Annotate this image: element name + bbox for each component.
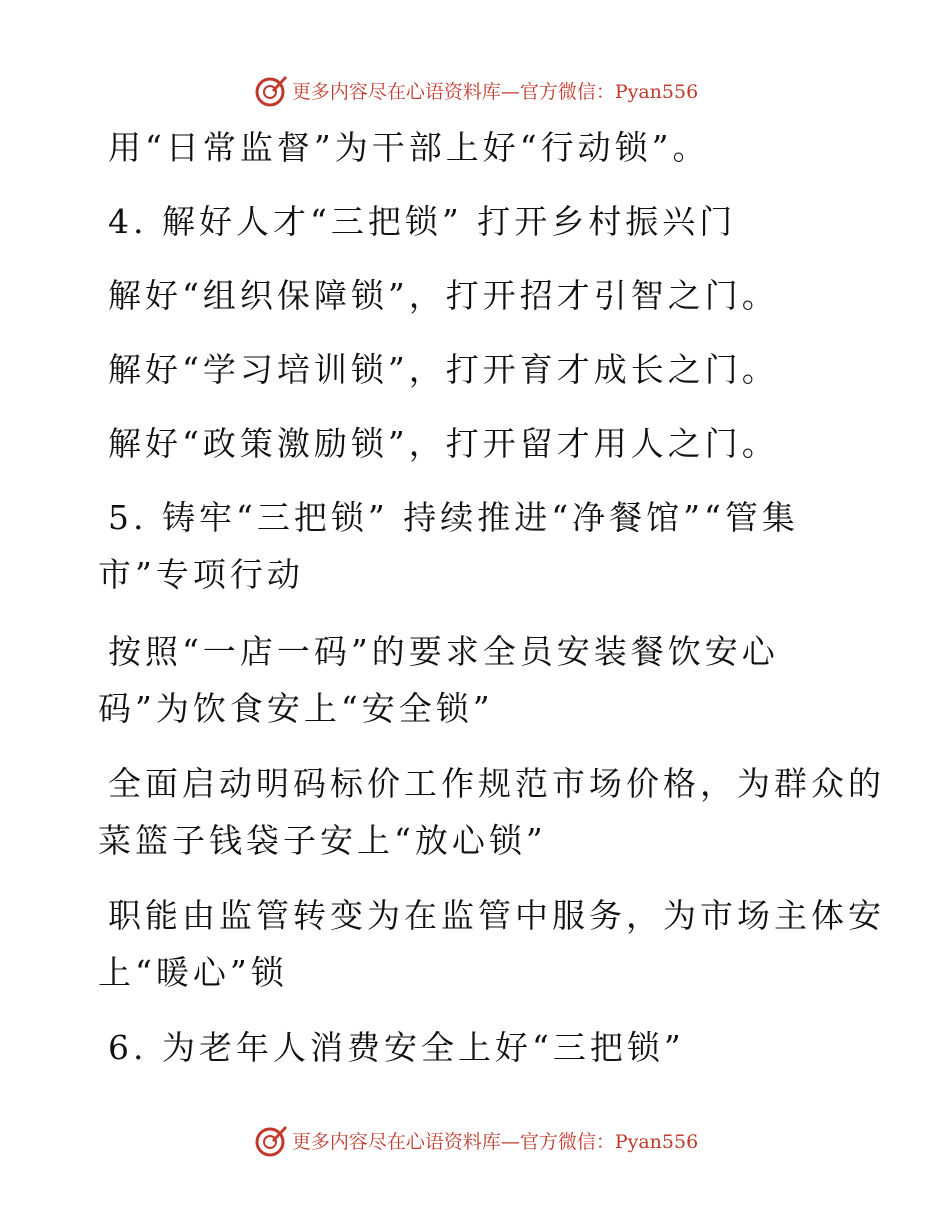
- text-line: 解好“学习培训锁”，打开育才成长之门。: [108, 350, 779, 389]
- text-line: 用“日常监督”为干部上好“行动锁”。: [108, 128, 710, 167]
- text-line: 菜篮子钱袋子安上“放心锁”: [98, 821, 547, 860]
- watermark-text: 更多内容尽在心语资料库—官方微信：Pyan556: [291, 80, 699, 103]
- section-heading: 6. 为老年人消费安全上好“三把锁”: [108, 1028, 685, 1067]
- text-line: 解好“政策激励锁”，打开留才用人之门。: [108, 424, 779, 463]
- text-line: 市”专项行动: [98, 555, 304, 594]
- section-heading: 5. 铸牢“三把锁” 持续推进“净餐馆”“管集: [108, 498, 799, 537]
- text-line: 职能由监管转变为在监管中服务，为市场主体安: [108, 896, 885, 935]
- text-line: 码”为饮食安上“安全锁”: [98, 689, 494, 728]
- text-line: 全面启动明码标价工作规范市场价格，为群众的: [108, 764, 885, 803]
- logo-icon: [252, 1122, 288, 1158]
- section-heading: 4. 解好人才“三把锁” 打开乡村振兴门: [108, 202, 737, 241]
- text-line: 解好“组织保障锁”，打开招才引智之门。: [108, 276, 779, 315]
- text-line: 按照“一店一码”的要求全员安装餐饮安心: [108, 632, 779, 671]
- watermark-text: 更多内容尽在心语资料库—官方微信：Pyan556: [291, 1130, 699, 1153]
- text-line: 上“暖心”锁: [98, 953, 288, 992]
- watermark-footer: [0, 1120, 950, 1160]
